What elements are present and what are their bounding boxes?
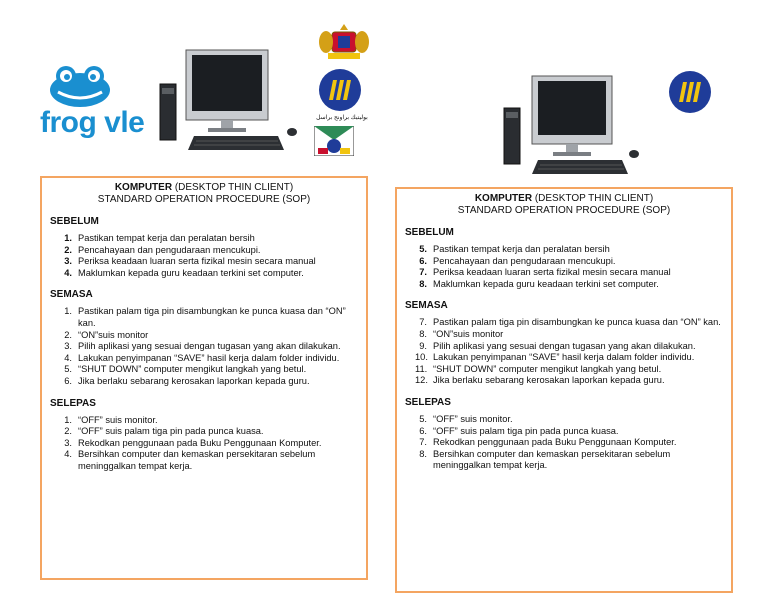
list-item (42, 449, 366, 472)
step-list (397, 244, 731, 290)
step-number: 7. (419, 437, 427, 448)
step-text: “OFF” suis palam tiga pin pada punca kuasa. (78, 426, 264, 437)
list-item (397, 279, 731, 291)
sop-title-bold: KOMPUTER (114, 182, 173, 193)
step-list (42, 415, 366, 473)
sop-sections (397, 227, 731, 472)
step-number: 12. (415, 375, 428, 386)
step-text: Pastikan palam tiga pin disambungkan ke punca kuasa dan “ON” kan. (433, 317, 721, 328)
step-text: Pilih aplikasi yang sesuai dengan tugasan yang akan dilakukan. (433, 340, 696, 351)
list-item (42, 268, 366, 280)
list-item (42, 353, 366, 365)
section-heading: SEBELUM (405, 227, 454, 238)
sop-title-rest: (DESKTOP THIN CLIENT) (172, 182, 294, 193)
list-item (397, 329, 731, 341)
step-text: Pastikan palam tiga pin disambungkan ke punca kuasa dan “ON” kan. (78, 306, 346, 328)
list-item (42, 415, 366, 427)
step-text: “OFF” suis monitor. (78, 414, 158, 425)
step-number: 2. (64, 329, 72, 340)
list-item (397, 244, 731, 256)
step-text: Maklumkan kepada guru keadaan terkini set computer. (433, 278, 659, 289)
list-item (397, 256, 731, 268)
section-heading: SEBELUM (50, 216, 99, 227)
step-text: Jika berlaku sebarang kerosakan laporkan kepada guru. (433, 375, 665, 386)
list-item (397, 352, 731, 364)
sop-subtitle: STANDARD OPERATION PROCEDURE (SOP) (97, 194, 311, 205)
step-text: Bersihkan computer dan kemaskan persekitaran sebelum meninggalkan tempat kerja. (433, 448, 671, 471)
step-number: 5. (64, 364, 72, 375)
step-text: Pastikan tempat kerja dan peralatan bersih (433, 244, 610, 254)
step-number: 5. (419, 244, 427, 254)
thin-client-computer-image-left (158, 48, 298, 156)
step-number: 8. (419, 328, 427, 339)
step-number: 10. (415, 352, 428, 363)
school-crest-icon (314, 126, 354, 156)
step-text: Lakukan penyimpanan “SAVE” hasil kerja dalam folder individu. (433, 352, 695, 363)
list-item (397, 375, 731, 387)
list-item (42, 341, 366, 353)
sop-sections (42, 216, 366, 473)
sop-title-rest: (DESKTOP THIN CLIENT) (532, 193, 654, 204)
step-number: 4. (64, 352, 72, 363)
list-item (42, 330, 366, 342)
step-text: “ON”suis monitor (433, 328, 504, 339)
step-number: 3. (64, 437, 72, 448)
step-text: “SHUT DOWN” computer mengikut langkah yang betul. (78, 364, 307, 375)
step-text: Lakukan penyimpanan “SAVE” hasil kerja dalam folder individu. (78, 352, 340, 363)
step-number: 2. (64, 244, 72, 255)
step-text: Bersihkan computer dan kemaskan persekitaran sebelum meninggalkan tempat kerja. (78, 449, 316, 471)
step-number: 6. (64, 375, 72, 386)
step-text: Periksa keadaan luaran serta fizikal mesin secara manual (433, 267, 671, 278)
step-number: 1. (64, 306, 72, 317)
list-item (397, 449, 731, 472)
sop-title (397, 193, 731, 205)
step-text: “SHUT DOWN” computer mengikut langkah yang betul. (433, 363, 662, 374)
step-number: 1. (64, 233, 72, 243)
step-number: 7. (419, 267, 427, 278)
step-text: Rekodkan penggunaan pada Buku Penggunaan Komputer. (433, 437, 677, 448)
step-text: Pencahayaan dan pengudaraan mencukupi. (78, 244, 261, 255)
list-item (42, 426, 366, 438)
list-item (397, 317, 731, 329)
education-department-badge-icon (668, 70, 712, 114)
step-number: 4. (64, 449, 72, 460)
step-text: Pastikan tempat kerja dan peralatan bersih (78, 233, 255, 243)
thin-client-computer-image-right (500, 74, 640, 180)
step-number: 8. (419, 278, 427, 289)
step-list (397, 414, 731, 472)
list-item (397, 437, 731, 449)
list-item (42, 438, 366, 450)
step-text: “ON”suis monitor (78, 329, 149, 340)
list-item (42, 376, 366, 388)
sop-title (42, 182, 366, 194)
step-text: Maklumkan kepada guru keadaan terkini set computer. (78, 267, 304, 278)
step-number: 11. (415, 363, 428, 374)
step-list (42, 233, 366, 279)
list-item (42, 306, 366, 329)
step-text: Rekodkan penggunaan pada Buku Penggunaan Komputer. (78, 437, 322, 448)
sop-panel-left (40, 176, 368, 580)
step-number: 6. (419, 255, 427, 266)
step-number: 7. (419, 317, 427, 328)
step-text: Jika berlaku sebarang kerosakan laporkan kepada guru. (78, 375, 310, 386)
ministry-caption: بوليتيك براونج براسل (316, 115, 368, 121)
list-item (397, 364, 731, 376)
section-heading: SEMASA (405, 300, 448, 312)
step-text: “OFF” suis monitor. (433, 413, 513, 424)
sop-panel-right (395, 187, 733, 593)
step-number: 3. (64, 256, 72, 267)
step-number: 3. (64, 341, 72, 352)
list-item (42, 233, 366, 245)
step-text: Periksa keadaan luaran serta fizikal mesin secara manual (78, 256, 316, 267)
section-heading: SEMASA (50, 289, 93, 301)
frog-head-icon (40, 62, 148, 110)
list-item (397, 341, 731, 353)
step-list (42, 306, 366, 387)
sop-subtitle: STANDARD OPERATION PROCEDURE (SOP) (457, 205, 671, 216)
list-item (42, 256, 366, 268)
list-item (397, 414, 731, 426)
step-number: 9. (419, 340, 427, 351)
step-number: 1. (64, 414, 72, 425)
step-text: “OFF” suis palam tiga pin pada punca kuasa. (433, 425, 619, 436)
section-heading: SELEPAS (405, 396, 451, 408)
step-number: 4. (64, 267, 72, 278)
frog-vle-wordmark: frog vle (40, 106, 145, 139)
step-number: 5. (419, 413, 427, 424)
sop-title-bold: KOMPUTER (474, 193, 533, 204)
malaysia-coat-of-arms-icon (318, 22, 370, 62)
list-item (42, 364, 366, 376)
step-text: Pencahayaan dan pengudaraan mencukupi. (433, 255, 616, 266)
education-department-badge-icon (318, 68, 362, 112)
list-item (397, 267, 731, 279)
list-item (42, 245, 366, 257)
step-number: 6. (419, 425, 427, 436)
list-item (397, 426, 731, 438)
step-number: 8. (419, 448, 427, 459)
step-text: Pilih aplikasi yang sesuai dengan tugasan yang akan dilakukan. (78, 341, 341, 352)
step-list (397, 317, 731, 387)
section-heading: SELEPAS (50, 397, 96, 409)
step-number: 2. (64, 426, 72, 437)
